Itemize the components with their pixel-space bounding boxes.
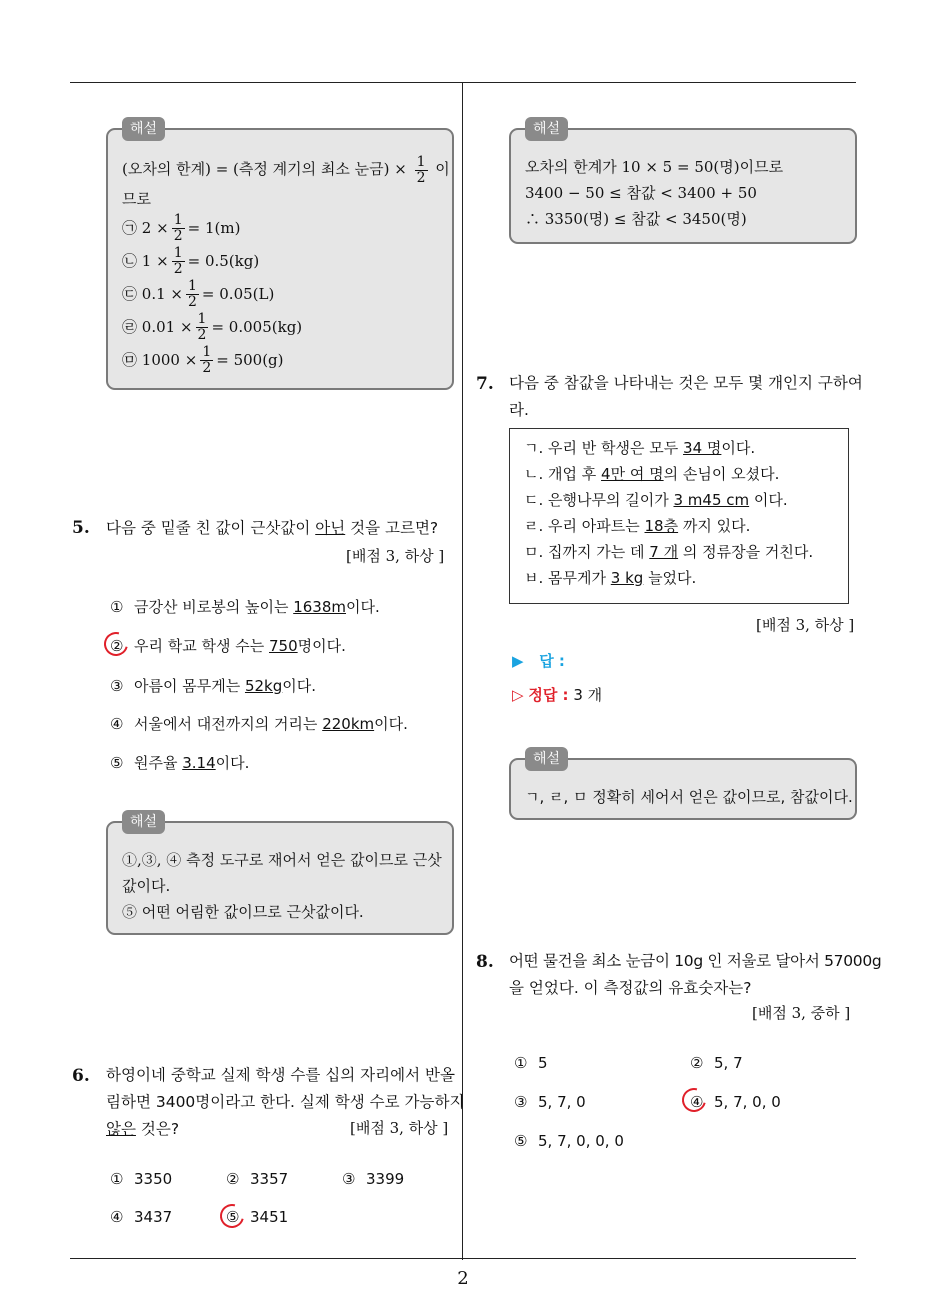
option-2[interactable]: ② 5, 7	[690, 1054, 743, 1072]
explanation-item: ㉡ 1 × $\frac{1}{2}$ = 0.5(kg)	[122, 245, 260, 277]
explanation-tag: 해설	[525, 747, 568, 771]
question-5-meta: [배점 3, 하상 ]	[346, 547, 445, 565]
explanation-box-2	[106, 814, 454, 935]
explanation-line: 3400 − 50 ≤ 참값 < 3400 + 50	[525, 184, 757, 202]
explanation-line: ①,③, ④ 측정 도구로 재어서 얻은 값이므로 근삿	[122, 851, 442, 869]
option-5[interactable]: ⑤ 3451	[226, 1208, 289, 1226]
statement-item: ㅁ. 집까지 가는 데 7 개 의 정류장을 거친다.	[524, 543, 814, 561]
option-1[interactable]: ① 3350	[110, 1170, 173, 1188]
correct-answer-row: ▷ 정답 : 3 개	[512, 686, 603, 704]
question-8-number: 8.	[476, 952, 494, 972]
play-arrow-icon: ▶	[512, 652, 524, 670]
explanation-line: ∴ 3350(명) ≤ 참값 < 3450(명)	[525, 210, 747, 228]
explanation-line: 오차의 한계가 10 × 5 = 50(명)이므로	[525, 158, 784, 176]
statement-item: ㄷ. 은행나무의 길이가 3 m45 cm 이다.	[524, 491, 788, 509]
statement-box	[509, 428, 849, 604]
option-4[interactable]: ④ 서울에서 대전까지의 거리는 220km이다.	[110, 715, 408, 733]
fraction-half: $\frac{1}{2}$	[173, 245, 183, 277]
question-8-meta: [배점 3, 중하 ]	[752, 1004, 851, 1022]
question-6-meta: [배점 3, 하상 ]	[350, 1119, 449, 1137]
answer-mark-circle	[678, 1084, 711, 1117]
explanation-line: 값이다.	[122, 877, 171, 895]
fraction-half: $\frac{1}{2}$	[416, 153, 426, 186]
explanation-box-1	[106, 121, 454, 390]
statement-item: ㄱ. 우리 반 학생은 모두 34 명이다.	[524, 439, 756, 457]
explanation-intro: (오차의 한계) = (측정 계기의 최소 눈금) × $\frac{1}{2}$ 이	[122, 153, 450, 186]
question-7-text: 다음 중 참값을 나타내는 것은 모두 몇 개인지 구하여 라.	[509, 374, 863, 419]
answer-row: ▶ 답 :	[512, 652, 565, 670]
option-3[interactable]: ③ 아름이 몸무게는 52kg이다.	[110, 677, 317, 695]
option-5[interactable]: ⑤ 5, 7, 0, 0, 0	[514, 1132, 624, 1150]
statement-item: ㅂ. 몸무게가 3 kg 늘었다.	[524, 569, 697, 587]
question-5-text: 다음 중 밑줄 친 값이 근삿값이 아닌 것을 고르면?	[106, 519, 439, 537]
explanation-tag: 해설	[525, 117, 568, 141]
explanation-box-3	[509, 121, 857, 244]
fraction-half: $\frac{1}{2}$	[202, 344, 212, 376]
explanation-item: ㉣ 0.01 × $\frac{1}{2}$ = 0.005(kg)	[122, 311, 303, 343]
statement-item: ㄹ. 우리 아파트는 18층 까지 있다.	[524, 517, 751, 535]
option-1[interactable]: ① 금강산 비로봉의 높이는 1638m이다.	[110, 598, 380, 616]
answer-mark-circle	[216, 1200, 249, 1233]
question-6-text: 하영이네 중학교 실제 학생 수를 십의 자리에서 반올 림하면 3400명이라고 한다. 실제 학생 수로 가능하지 않은 것은?	[106, 1066, 465, 1138]
question-5-number: 5.	[72, 518, 90, 538]
option-3[interactable]: ③ 3399	[342, 1170, 405, 1188]
question-7-meta: [배점 3, 하상 ]	[756, 616, 855, 634]
question-8-text: 어떤 물건을 최소 눈금이 10g 인 저울로 달아서 57000g 을 얻었다. 이 측정값의 유효숫자는?	[509, 952, 882, 997]
fraction-half: $\frac{1}{2}$	[173, 212, 183, 244]
statement-item: ㄴ. 개업 후 4만 여 명의 손님이 오셨다.	[524, 465, 780, 483]
option-5[interactable]: ⑤ 원주율 3.14이다.	[110, 754, 250, 772]
option-2[interactable]: ② 우리 학교 학생 수는 750명이다.	[110, 637, 346, 655]
option-4[interactable]: ④ 5, 7, 0, 0	[690, 1093, 781, 1111]
option-1[interactable]: ① 5	[514, 1054, 548, 1072]
explanation-item: ㉤ 1000 × $\frac{1}{2}$ = 500(g)	[122, 344, 284, 376]
option-2[interactable]: ② 3357	[226, 1170, 289, 1188]
explanation-item: ㉢ 0.1 × $\frac{1}{2}$ = 0.05(L)	[122, 278, 275, 310]
explanation-tag: 해설	[122, 810, 165, 834]
outline-arrow-icon: ▷	[512, 686, 524, 704]
explanation-tag: 해설	[122, 117, 165, 141]
top-rule	[70, 82, 856, 83]
bottom-rule	[70, 1258, 856, 1259]
page-number: 2	[457, 1268, 469, 1289]
column-divider	[462, 82, 463, 1260]
explanation-item: ㉠ 2 × $\frac{1}{2}$ = 1(m)	[122, 212, 241, 244]
explanation-box-4	[509, 751, 857, 820]
fraction-half: $\frac{1}{2}$	[197, 311, 207, 343]
option-3[interactable]: ③ 5, 7, 0	[514, 1093, 586, 1111]
question-6-number: 6.	[72, 1066, 90, 1086]
option-4[interactable]: ④ 3437	[110, 1208, 173, 1226]
fraction-half: $\frac{1}{2}$	[188, 278, 197, 310]
explanation-line: ⑤ 어떤 어림한 값이므로 근삿값이다.	[122, 903, 364, 921]
question-7-number: 7.	[476, 374, 494, 394]
explanation-intro-cont: 므로	[122, 189, 151, 208]
explanation-line: ㄱ, ㄹ, ㅁ 정확히 세어서 얻은 값이므로, 참값이다.	[525, 788, 853, 806]
